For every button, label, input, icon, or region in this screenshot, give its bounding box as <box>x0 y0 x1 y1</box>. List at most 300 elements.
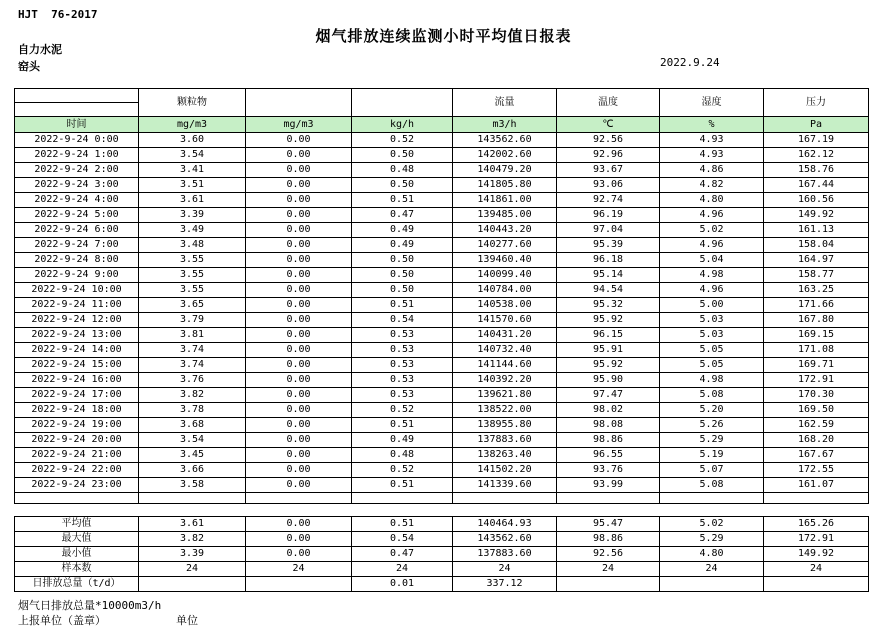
value-cell: 0.52 <box>352 463 453 478</box>
value-cell: 140277.60 <box>453 238 557 253</box>
value-cell: 98.02 <box>557 403 660 418</box>
value-cell: 3.66 <box>139 463 246 478</box>
value-cell: 167.19 <box>764 133 869 148</box>
summary-value-cell: 24 <box>352 562 453 577</box>
empty-cell <box>660 493 764 504</box>
time-cell: 2022-9-24 10:00 <box>15 283 139 298</box>
value-cell: 94.54 <box>557 283 660 298</box>
value-cell: 0.00 <box>246 388 352 403</box>
summary-value-cell: 24 <box>139 562 246 577</box>
main-table-head <box>15 89 869 133</box>
value-cell: 140538.00 <box>453 298 557 313</box>
summary-value-cell: 149.92 <box>764 547 869 562</box>
value-cell: 3.45 <box>139 448 246 463</box>
time-cell: 2022-9-24 4:00 <box>15 193 139 208</box>
value-cell: 0.49 <box>352 238 453 253</box>
value-cell: 168.20 <box>764 433 869 448</box>
summary-value-cell: 24 <box>453 562 557 577</box>
value-cell: 0.00 <box>246 148 352 163</box>
value-cell: 95.92 <box>557 358 660 373</box>
value-cell: 0.50 <box>352 283 453 298</box>
value-cell: 0.49 <box>352 433 453 448</box>
value-cell: 5.00 <box>660 298 764 313</box>
value-cell: 167.67 <box>764 448 869 463</box>
value-cell: 97.47 <box>557 388 660 403</box>
value-cell: 161.07 <box>764 478 869 493</box>
value-cell: 95.91 <box>557 343 660 358</box>
value-cell: 141570.60 <box>453 313 557 328</box>
value-cell: 93.06 <box>557 178 660 193</box>
value-cell: 3.55 <box>139 268 246 283</box>
time-cell: 2022-9-24 12:00 <box>15 313 139 328</box>
summary-label-cell: 样本数 <box>15 562 139 577</box>
empty-row <box>15 493 869 504</box>
value-cell: 3.74 <box>139 343 246 358</box>
group-header-cell: 颗粒物 <box>139 89 246 117</box>
value-cell: 3.60 <box>139 133 246 148</box>
doc-code: HJT 76-2017 <box>18 8 98 21</box>
flow-total-note: 烟气日排放总量*10000m3/h <box>18 599 162 612</box>
data-row <box>15 283 869 298</box>
group-header-cell: 流量 <box>453 89 557 117</box>
value-cell: 0.53 <box>352 358 453 373</box>
value-cell: 172.91 <box>764 373 869 388</box>
time-cell: 2022-9-24 8:00 <box>15 253 139 268</box>
value-cell: 0.00 <box>246 448 352 463</box>
time-cell: 2022-9-24 16:00 <box>15 373 139 388</box>
value-cell: 3.49 <box>139 223 246 238</box>
data-row <box>15 418 869 433</box>
summary-value-cell: 143562.60 <box>453 532 557 547</box>
value-cell: 98.08 <box>557 418 660 433</box>
group-header-cell: 压力 <box>764 89 869 117</box>
data-row <box>15 433 869 448</box>
empty-cell <box>139 493 246 504</box>
data-row <box>15 223 869 238</box>
time-header-blank-top <box>15 89 139 103</box>
summary-row <box>15 562 869 577</box>
value-cell: 141144.60 <box>453 358 557 373</box>
value-cell: 5.08 <box>660 388 764 403</box>
empty-cell <box>352 493 453 504</box>
value-cell: 140732.40 <box>453 343 557 358</box>
value-cell: 3.76 <box>139 373 246 388</box>
summary-value-cell: 5.29 <box>660 532 764 547</box>
data-row <box>15 298 869 313</box>
summary-value-cell: 337.12 <box>453 577 557 592</box>
time-cell: 2022-9-24 18:00 <box>15 403 139 418</box>
data-row <box>15 148 869 163</box>
unit-row <box>15 117 869 133</box>
value-cell: 3.82 <box>139 388 246 403</box>
value-cell: 95.32 <box>557 298 660 313</box>
value-cell: 5.08 <box>660 478 764 493</box>
value-cell: 138522.00 <box>453 403 557 418</box>
value-cell: 3.79 <box>139 313 246 328</box>
summary-label-cell: 最小值 <box>15 547 139 562</box>
value-cell: 0.00 <box>246 283 352 298</box>
value-cell: 161.13 <box>764 223 869 238</box>
data-row <box>15 238 869 253</box>
value-cell: 0.48 <box>352 163 453 178</box>
value-cell: 138955.80 <box>453 418 557 433</box>
data-row <box>15 268 869 283</box>
group-header-blank-cell <box>246 89 352 117</box>
value-cell: 0.00 <box>246 253 352 268</box>
value-cell: 96.18 <box>557 253 660 268</box>
value-cell: 164.97 <box>764 253 869 268</box>
value-cell: 140784.00 <box>453 283 557 298</box>
value-cell: 0.48 <box>352 448 453 463</box>
value-cell: 95.90 <box>557 373 660 388</box>
value-cell: 93.67 <box>557 163 660 178</box>
summary-row <box>15 577 869 592</box>
summary-table-body <box>15 517 869 592</box>
data-row <box>15 373 869 388</box>
data-row <box>15 193 869 208</box>
value-cell: 3.81 <box>139 328 246 343</box>
value-cell: 141502.20 <box>453 463 557 478</box>
value-cell: 0.00 <box>246 223 352 238</box>
summary-value-cell: 95.47 <box>557 517 660 532</box>
empty-cell <box>453 493 557 504</box>
unit-cell: mg/m3 <box>246 117 352 133</box>
value-cell: 169.71 <box>764 358 869 373</box>
group-header-cell: 温度 <box>557 89 660 117</box>
unit-cell: kg/h <box>352 117 453 133</box>
time-cell: 2022-9-24 22:00 <box>15 463 139 478</box>
value-cell: 5.26 <box>660 418 764 433</box>
value-cell: 0.52 <box>352 133 453 148</box>
time-cell: 2022-9-24 21:00 <box>15 448 139 463</box>
summary-value-cell: 24 <box>557 562 660 577</box>
data-row <box>15 343 869 358</box>
summary-value-cell: 137883.60 <box>453 547 557 562</box>
value-cell: 163.25 <box>764 283 869 298</box>
value-cell: 0.00 <box>246 178 352 193</box>
value-cell: 0.00 <box>246 238 352 253</box>
value-cell: 0.00 <box>246 268 352 283</box>
value-cell: 0.50 <box>352 148 453 163</box>
unit-label: 单位 <box>176 614 198 627</box>
main-table-body <box>15 133 869 504</box>
summary-value-cell: 140464.93 <box>453 517 557 532</box>
value-cell: 92.74 <box>557 193 660 208</box>
company-name: 自力水泥 <box>18 43 62 56</box>
value-cell: 3.55 <box>139 283 246 298</box>
value-cell: 93.99 <box>557 478 660 493</box>
value-cell: 3.65 <box>139 298 246 313</box>
value-cell: 140443.20 <box>453 223 557 238</box>
value-cell: 149.92 <box>764 208 869 223</box>
value-cell: 3.61 <box>139 193 246 208</box>
value-cell: 3.68 <box>139 418 246 433</box>
summary-table <box>14 516 869 592</box>
value-cell: 4.86 <box>660 163 764 178</box>
value-cell: 5.05 <box>660 343 764 358</box>
value-cell: 0.00 <box>246 328 352 343</box>
summary-label-cell: 日排放总量（t/d） <box>15 577 139 592</box>
value-cell: 5.07 <box>660 463 764 478</box>
value-cell: 0.00 <box>246 298 352 313</box>
report-unit-label: 上报单位（盖章） <box>18 614 106 627</box>
value-cell: 95.92 <box>557 313 660 328</box>
value-cell: 5.03 <box>660 328 764 343</box>
data-row <box>15 448 869 463</box>
value-cell: 5.29 <box>660 433 764 448</box>
value-cell: 0.00 <box>246 208 352 223</box>
value-cell: 3.54 <box>139 148 246 163</box>
value-cell: 3.55 <box>139 253 246 268</box>
value-cell: 5.19 <box>660 448 764 463</box>
value-cell: 143562.60 <box>453 133 557 148</box>
time-cell: 2022-9-24 15:00 <box>15 358 139 373</box>
summary-value-cell: 24 <box>660 562 764 577</box>
value-cell: 3.54 <box>139 433 246 448</box>
value-cell: 138263.40 <box>453 448 557 463</box>
value-cell: 0.53 <box>352 388 453 403</box>
summary-value-cell <box>139 577 246 592</box>
value-cell: 3.39 <box>139 208 246 223</box>
value-cell: 96.15 <box>557 328 660 343</box>
time-cell: 2022-9-24 6:00 <box>15 223 139 238</box>
value-cell: 137883.60 <box>453 433 557 448</box>
value-cell: 158.04 <box>764 238 869 253</box>
value-cell: 0.49 <box>352 223 453 238</box>
value-cell: 0.00 <box>246 373 352 388</box>
value-cell: 0.00 <box>246 478 352 493</box>
unit-cell: 时间 <box>15 117 139 133</box>
data-row <box>15 313 869 328</box>
value-cell: 4.96 <box>660 283 764 298</box>
value-cell: 0.54 <box>352 313 453 328</box>
value-cell: 0.52 <box>352 403 453 418</box>
summary-value-cell: 0.00 <box>246 517 352 532</box>
summary-value-cell: 98.86 <box>557 532 660 547</box>
value-cell: 169.15 <box>764 328 869 343</box>
value-cell: 0.51 <box>352 193 453 208</box>
value-cell: 0.00 <box>246 343 352 358</box>
unit-cell: m3/h <box>453 117 557 133</box>
value-cell: 158.77 <box>764 268 869 283</box>
value-cell: 98.86 <box>557 433 660 448</box>
time-header-blank-bottom <box>15 103 139 117</box>
time-cell: 2022-9-24 5:00 <box>15 208 139 223</box>
data-row <box>15 463 869 478</box>
value-cell: 0.00 <box>246 358 352 373</box>
summary-value-cell: 3.61 <box>139 517 246 532</box>
report-date: 2022.9.24 <box>660 56 720 69</box>
value-cell: 170.30 <box>764 388 869 403</box>
value-cell: 0.00 <box>246 163 352 178</box>
page-title: 烟气排放连续监测小时平均值日报表 <box>315 27 572 45</box>
value-cell: 5.04 <box>660 253 764 268</box>
value-cell: 4.93 <box>660 148 764 163</box>
data-row <box>15 178 869 193</box>
value-cell: 5.05 <box>660 358 764 373</box>
value-cell: 162.12 <box>764 148 869 163</box>
value-cell: 4.96 <box>660 238 764 253</box>
value-cell: 140479.20 <box>453 163 557 178</box>
group-header-row <box>15 89 869 103</box>
time-cell: 2022-9-24 9:00 <box>15 268 139 283</box>
value-cell: 0.51 <box>352 478 453 493</box>
summary-value-cell <box>246 577 352 592</box>
summary-value-cell: 4.80 <box>660 547 764 562</box>
summary-row <box>15 532 869 547</box>
value-cell: 167.44 <box>764 178 869 193</box>
value-cell: 5.03 <box>660 313 764 328</box>
summary-value-cell <box>764 577 869 592</box>
main-table <box>14 88 869 504</box>
summary-value-cell: 172.91 <box>764 532 869 547</box>
time-cell: 2022-9-24 14:00 <box>15 343 139 358</box>
summary-value-cell <box>557 577 660 592</box>
summary-value-cell: 92.56 <box>557 547 660 562</box>
data-row <box>15 328 869 343</box>
value-cell: 92.56 <box>557 133 660 148</box>
value-cell: 0.51 <box>352 298 453 313</box>
value-cell: 0.00 <box>246 463 352 478</box>
value-cell: 4.93 <box>660 133 764 148</box>
empty-cell <box>15 493 139 504</box>
empty-cell <box>764 493 869 504</box>
unit-cell: ℃ <box>557 117 660 133</box>
value-cell: 95.39 <box>557 238 660 253</box>
group-header-cell: 湿度 <box>660 89 764 117</box>
value-cell: 3.51 <box>139 178 246 193</box>
monitoring-point: 窑头 <box>18 60 40 73</box>
value-cell: 158.76 <box>764 163 869 178</box>
value-cell: 0.00 <box>246 313 352 328</box>
data-row <box>15 163 869 178</box>
value-cell: 0.53 <box>352 328 453 343</box>
summary-value-cell: 24 <box>246 562 352 577</box>
value-cell: 141339.60 <box>453 478 557 493</box>
value-cell: 140392.20 <box>453 373 557 388</box>
summary-value-cell: 0.47 <box>352 547 453 562</box>
value-cell: 0.00 <box>246 433 352 448</box>
value-cell: 3.58 <box>139 478 246 493</box>
summary-label-cell: 最大值 <box>15 532 139 547</box>
data-row <box>15 478 869 493</box>
unit-cell: Pa <box>764 117 869 133</box>
time-cell: 2022-9-24 2:00 <box>15 163 139 178</box>
value-cell: 0.50 <box>352 268 453 283</box>
value-cell: 96.55 <box>557 448 660 463</box>
value-cell: 142002.60 <box>453 148 557 163</box>
value-cell: 3.74 <box>139 358 246 373</box>
value-cell: 169.50 <box>764 403 869 418</box>
value-cell: 4.80 <box>660 193 764 208</box>
value-cell: 0.53 <box>352 343 453 358</box>
value-cell: 160.56 <box>764 193 869 208</box>
time-cell: 2022-9-24 23:00 <box>15 478 139 493</box>
summary-value-cell: 5.02 <box>660 517 764 532</box>
value-cell: 4.98 <box>660 268 764 283</box>
value-cell: 141805.80 <box>453 178 557 193</box>
value-cell: 0.53 <box>352 373 453 388</box>
value-cell: 0.51 <box>352 418 453 433</box>
summary-label-cell: 平均值 <box>15 517 139 532</box>
value-cell: 5.02 <box>660 223 764 238</box>
value-cell: 4.82 <box>660 178 764 193</box>
data-row <box>15 403 869 418</box>
summary-value-cell: 3.82 <box>139 532 246 547</box>
value-cell: 140099.40 <box>453 268 557 283</box>
value-cell: 0.00 <box>246 193 352 208</box>
value-cell: 0.50 <box>352 253 453 268</box>
value-cell: 0.47 <box>352 208 453 223</box>
value-cell: 167.80 <box>764 313 869 328</box>
value-cell: 171.66 <box>764 298 869 313</box>
time-cell: 2022-9-24 3:00 <box>15 178 139 193</box>
value-cell: 3.41 <box>139 163 246 178</box>
data-row <box>15 208 869 223</box>
summary-value-cell: 165.26 <box>764 517 869 532</box>
unit-cell: % <box>660 117 764 133</box>
summary-value-cell <box>660 577 764 592</box>
value-cell: 139460.40 <box>453 253 557 268</box>
value-cell: 0.50 <box>352 178 453 193</box>
summary-row <box>15 517 869 532</box>
summary-value-cell: 0.51 <box>352 517 453 532</box>
value-cell: 162.59 <box>764 418 869 433</box>
empty-cell <box>246 493 352 504</box>
value-cell: 4.98 <box>660 373 764 388</box>
summary-row <box>15 547 869 562</box>
value-cell: 139621.80 <box>453 388 557 403</box>
value-cell: 96.19 <box>557 208 660 223</box>
summary-value-cell: 24 <box>764 562 869 577</box>
summary-value-cell: 0.00 <box>246 547 352 562</box>
summary-value-cell: 3.39 <box>139 547 246 562</box>
value-cell: 0.00 <box>246 133 352 148</box>
data-row <box>15 133 869 148</box>
time-cell: 2022-9-24 13:00 <box>15 328 139 343</box>
summary-value-cell: 0.01 <box>352 577 453 592</box>
value-cell: 92.96 <box>557 148 660 163</box>
summary-value-cell: 0.54 <box>352 532 453 547</box>
value-cell: 3.48 <box>139 238 246 253</box>
value-cell: 171.08 <box>764 343 869 358</box>
value-cell: 95.14 <box>557 268 660 283</box>
value-cell: 4.96 <box>660 208 764 223</box>
time-cell: 2022-9-24 1:00 <box>15 148 139 163</box>
empty-cell <box>557 493 660 504</box>
time-cell: 2022-9-24 20:00 <box>15 433 139 448</box>
unit-cell: mg/m3 <box>139 117 246 133</box>
value-cell: 172.55 <box>764 463 869 478</box>
value-cell: 140431.20 <box>453 328 557 343</box>
group-header-blank-cell <box>352 89 453 117</box>
data-row <box>15 253 869 268</box>
time-cell: 2022-9-24 19:00 <box>15 418 139 433</box>
value-cell: 141861.00 <box>453 193 557 208</box>
value-cell: 0.00 <box>246 403 352 418</box>
time-cell: 2022-9-24 17:00 <box>15 388 139 403</box>
value-cell: 5.20 <box>660 403 764 418</box>
data-row <box>15 358 869 373</box>
time-cell: 2022-9-24 0:00 <box>15 133 139 148</box>
value-cell: 97.04 <box>557 223 660 238</box>
value-cell: 139485.00 <box>453 208 557 223</box>
value-cell: 93.76 <box>557 463 660 478</box>
value-cell: 0.00 <box>246 418 352 433</box>
value-cell: 3.78 <box>139 403 246 418</box>
data-row <box>15 388 869 403</box>
time-cell: 2022-9-24 7:00 <box>15 238 139 253</box>
